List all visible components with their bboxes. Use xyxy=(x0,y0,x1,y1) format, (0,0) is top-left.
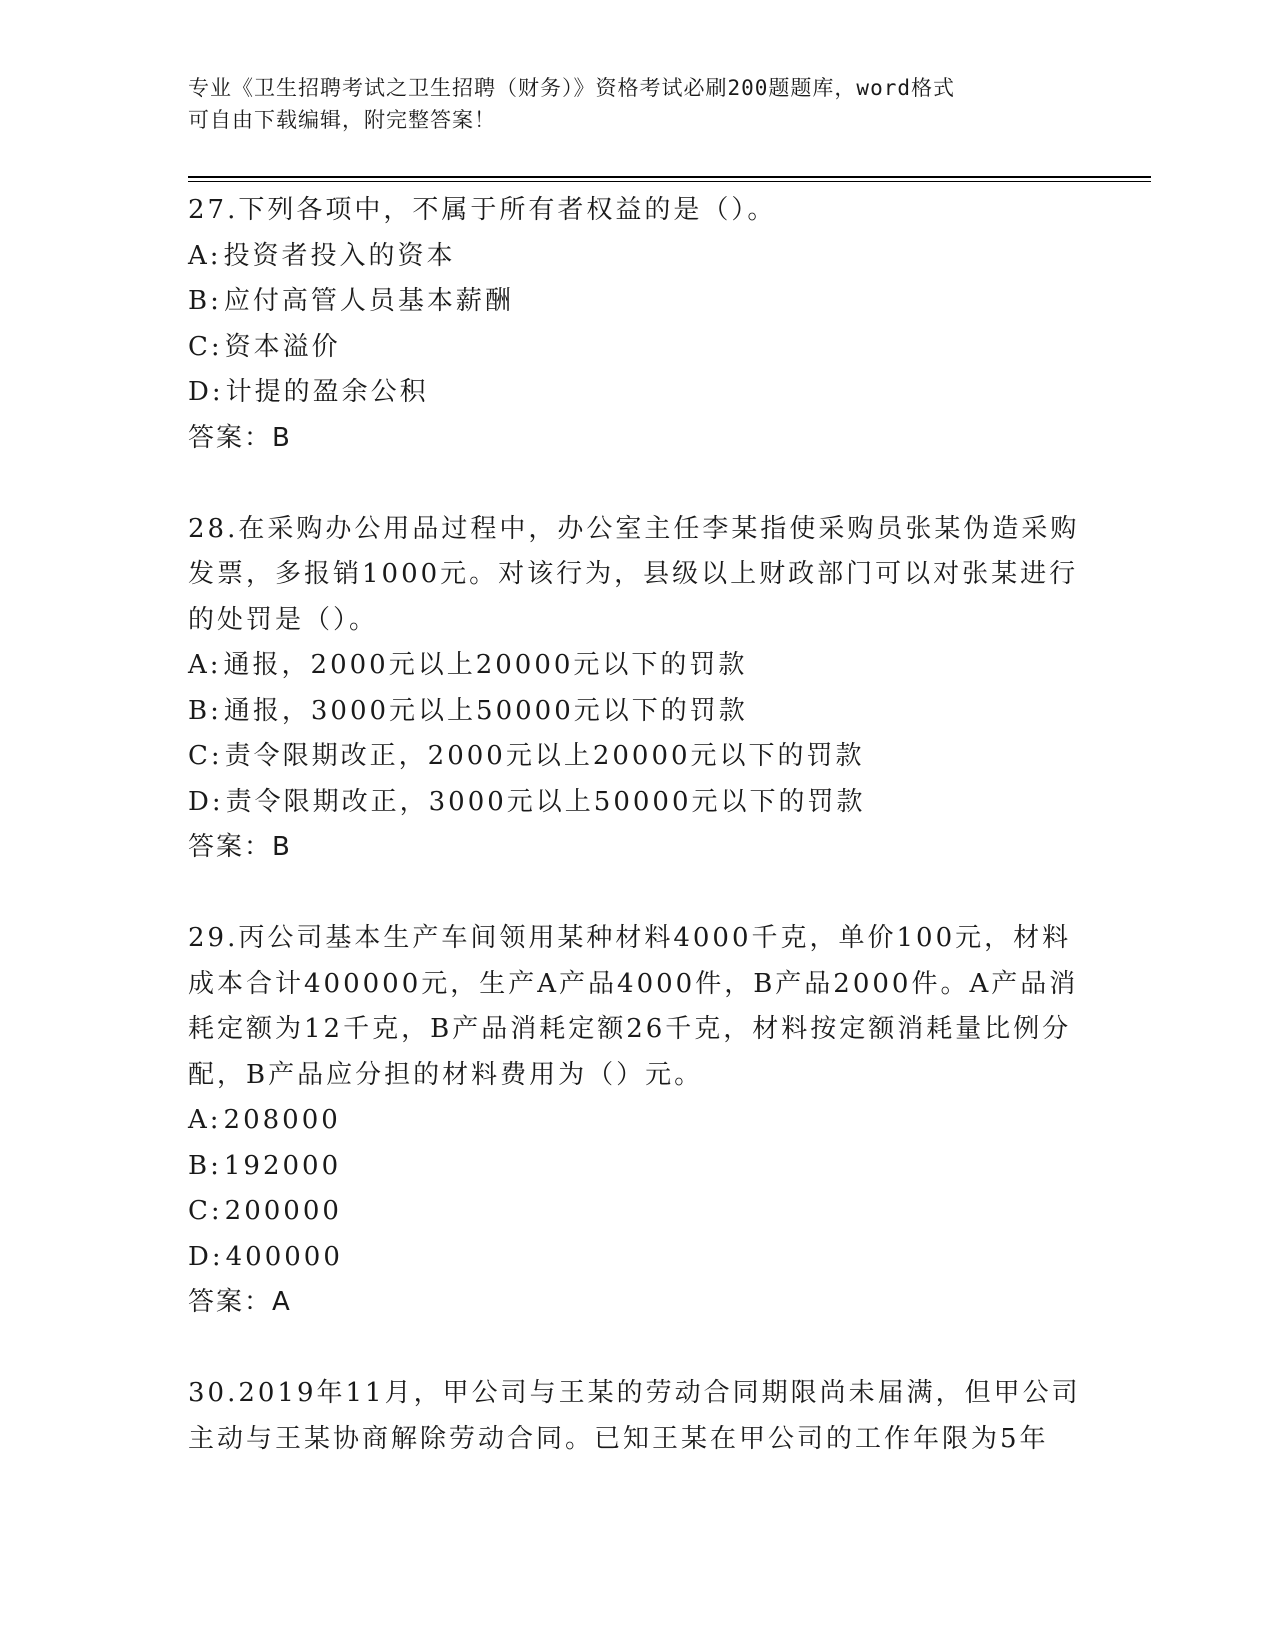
question-spacer xyxy=(188,1326,1088,1372)
option-label: A: xyxy=(188,240,222,271)
header-title-line-2: 可自由下载编辑，附完整答案！ xyxy=(188,108,496,132)
option-label: D: xyxy=(188,377,224,407)
header-title-line-1: 专业《卫生招聘考试之卫生招聘（财务）》资格考试必刷200题题库，word格式 xyxy=(188,76,955,100)
option-d xyxy=(188,1235,1088,1281)
document-header xyxy=(188,72,1068,136)
option-b xyxy=(188,1144,1088,1190)
question-stem: 29.丙公司基本生产车间领用某种材料4000千克，单价100元，材料 成本合计400000元，生产A产品4000件，B产品2000件。A产品消 耗定额为12千克，B产品消耗定额26千克，材料按定额消耗量比例分 配，B产品应分担的材料费用为（）元。 xyxy=(188,923,1079,1090)
option-label: B: xyxy=(188,286,222,316)
option-text: 通报，2000元以上20000元以下的罚款 xyxy=(223,650,748,680)
answer-line: 答案：B xyxy=(188,422,292,453)
option-label: C: xyxy=(188,741,223,771)
question-30 xyxy=(188,1371,1088,1462)
question-29 xyxy=(188,916,1088,1326)
option-text: 责令限期改正，2000元以上20000元以下的罚款 xyxy=(224,741,865,771)
option-a xyxy=(188,643,1088,689)
option-d xyxy=(188,780,1088,826)
option-label: D: xyxy=(188,786,224,817)
option-text: 责令限期改正，3000元以上50000元以下的罚款 xyxy=(225,786,866,817)
option-text: 通报，3000元以上50000元以下的罚款 xyxy=(223,695,748,726)
option-label: C: xyxy=(188,1196,223,1226)
answer-line: 答案：B xyxy=(188,832,292,862)
question-28 xyxy=(188,507,1088,871)
option-a xyxy=(188,1098,1088,1144)
question-spacer xyxy=(188,871,1088,917)
option-text: 计提的盈余公积 xyxy=(225,377,429,407)
option-text: 投资者投入的资本 xyxy=(223,240,456,271)
option-label: C: xyxy=(188,331,223,362)
header-divider-thin xyxy=(188,181,1151,182)
option-label: A: xyxy=(188,650,222,680)
option-label: B: xyxy=(188,695,222,726)
option-c xyxy=(188,1189,1088,1235)
option-text: 400000 xyxy=(225,1241,343,1272)
option-text: 192000 xyxy=(223,1150,342,1181)
option-b xyxy=(188,279,1088,325)
question-stem: 30.2019年11月，甲公司与王某的劳动合同期限尚未届满，但甲公司 主动与王某协商解除劳动合同。已知王某在甲公司的工作年限为5年 xyxy=(188,1378,1081,1454)
question-27 xyxy=(188,188,1088,461)
option-c xyxy=(188,325,1088,371)
option-text: 应付高管人员基本薪酬 xyxy=(223,286,514,316)
option-d xyxy=(188,370,1088,416)
option-a xyxy=(188,234,1088,280)
option-c xyxy=(188,734,1088,780)
question-stem: 27.下列各项中，不属于所有者权益的是（）。 xyxy=(188,195,777,225)
option-text: 208000 xyxy=(223,1105,341,1135)
option-b xyxy=(188,689,1088,735)
answer-line: 答案：A xyxy=(188,1287,292,1317)
option-label: A: xyxy=(188,1105,222,1135)
header-divider-thick xyxy=(188,176,1151,178)
question-stem: 28.在采购办公用品过程中，办公室主任李某指使采购员张某伪造采购 发票，多报销1000元。对该行为，县级以上财政部门可以对张某进行 的处罚是（）。 xyxy=(188,513,1080,635)
option-label: D: xyxy=(188,1241,224,1272)
option-label: B: xyxy=(188,1150,222,1181)
option-text: 资本溢价 xyxy=(224,331,341,362)
question-spacer xyxy=(188,461,1088,507)
question-list xyxy=(188,188,1088,1462)
option-text: 200000 xyxy=(224,1196,342,1226)
